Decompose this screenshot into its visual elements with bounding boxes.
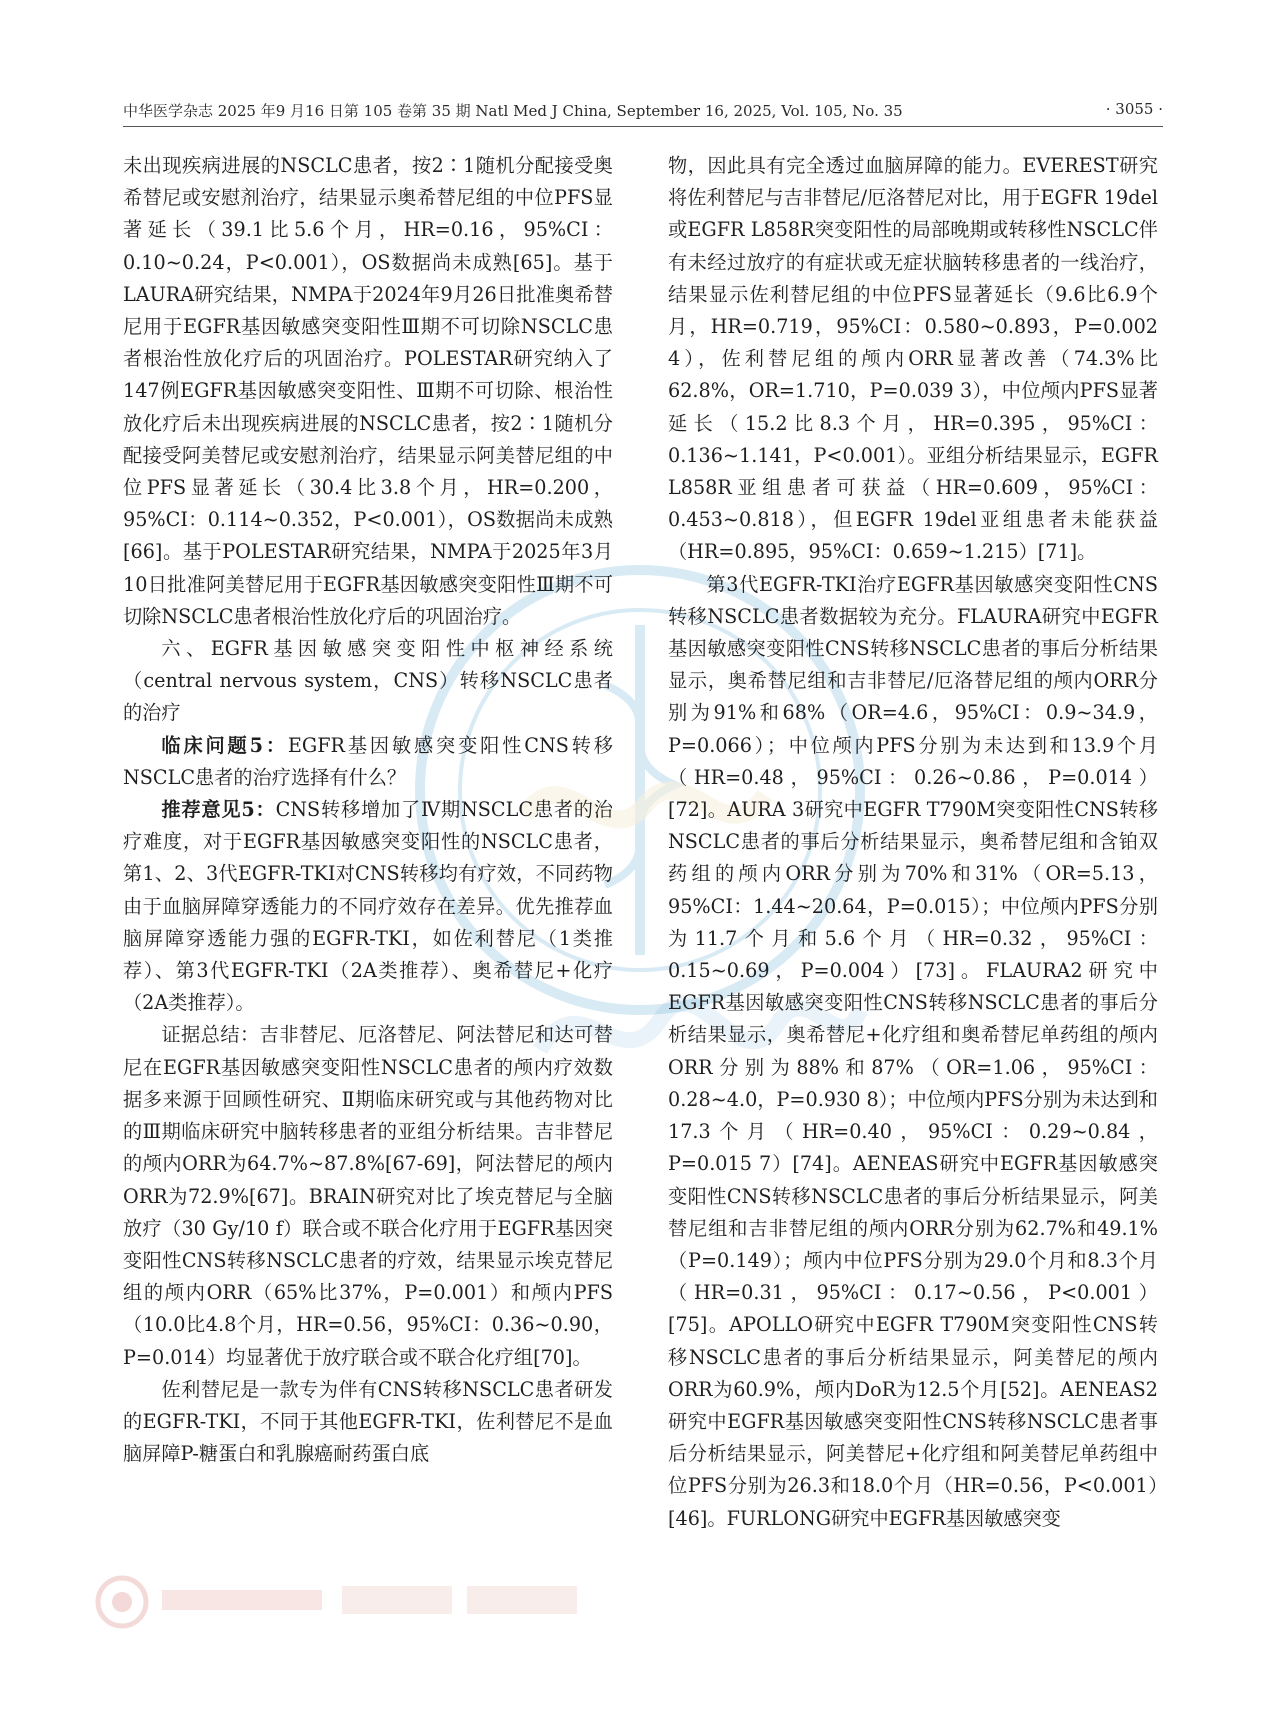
journal-citation: 中华医学杂志 2025 年9 月16 日第 105 卷第 35 期 Natl Med J China, September 16, 2025, Vol. 105, No. 35: [123, 102, 903, 120]
paragraph-evidence-summary: 证据总结：吉非替尼、厄洛替尼、阿法替尼和达可替尼在EGFR基因敏感突变阳性NSCLC患者的颅内疗效数据多来源于回顾性研究、Ⅱ期临床研究或与其他药物对比的Ⅲ期临床研究中脑转移患者的亚组分析结果。吉非替尼的颅内ORR为64.7%~87.8%[67-69]，阿法替尼的颅内ORR为72.9%[67]。BRAIN研究对比了埃克替尼与全脑放疗（30 Gy/10 f）联合或不联合化疗用于EGFR基因突变阳性CNS转移NSCLC患者的疗效，结果显示埃克替尼组的颅内ORR（65%比37%，P=0.001）和颅内PFS（10.0比4.8个月，HR=0.56，95%CI：0.36~0.90，P=0.014）均显著优于放疗联合或不联合化疗组[70]。: [123, 1023, 613, 1369]
page-number: · 3055 ·: [1105, 100, 1163, 118]
running-header: [123, 100, 1163, 126]
header-rule: [123, 126, 1163, 127]
clinical-question-text: EGFR基因敏感突变阳性CNS转移NSCLC患者的治疗选择有什么？: [123, 733, 613, 789]
publisher-logo: [92, 1572, 612, 1632]
recommendation-text: CNS转移增加了Ⅳ期NSCLC患者的治疗难度，对于EGFR基因敏感突变阳性的NSCLC患者，第1、2、3代EGFR-TKI对CNS转移均有疗效，不同药物由于血脑屏障穿透能力的不同疗效存在差异。优先推荐血脑屏障穿透能力强的EGFR-TKI，如佐利替尼（1类推荐）、第3代EGFR-TKI（2A类推荐）、奥希替尼+化疗（2A类推荐）。: [123, 798, 613, 1015]
right-column: [668, 150, 1158, 1535]
recommendation-label: 推荐意见5：: [161, 798, 276, 822]
clinical-question-label: 临床问题5：: [161, 733, 288, 757]
paragraph-third-gen-tki: 第3代EGFR-TKI治疗EGFR基因敏感突变阳性CNS转移NSCLC患者数据较为充分。FLAURA研究中EGFR基因敏感突变阳性CNS转移NSCLC患者的事后分析结果显示，奥希替尼组和吉非替尼/厄洛替尼组的颅内ORR分别为91%和68%（OR=4.6，95%CI：0.9~34.9，P=0.066）；中位颅内PFS分别为未达到和13.9个月（HR=0.48，95%CI：0.26~0.86，P=0.014）[72]。AURA 3研究中EGFR T790M突变阳性CNS转移NSCLC患者的事后分析结果显示，奥希替尼组和含铂双药组的颅内ORR分别为70%和31%（OR=5.13，95%CI：1.44~20.64，P=0.015）；中位颅内PFS分别为11.7个月和5.6个月（HR=0.32，95%CI：0.15~0.69，P=0.004）[73]。FLAURA2研究中EGFR基因敏感突变阳性CNS转移NSCLC患者的事后分析结果显示，奥希替尼+化疗组和奥希替尼单药组的颅内ORR分别为88%和87%（OR=1.06，95%CI：0.28~4.0，P=0.930 8）；中位颅内PFS分别为未达到和17.3个月（HR=0.40，95%CI：0.29~0.84，P=0.015 7）[74]。AENEAS研究中EGFR基因敏感突变阳性CNS转移NSCLC患者的事后分析结果显示，阿美替尼组和吉非替尼组的颅内ORR分别为62.7%和49.1%（P=0.149）；颅内中位PFS分别为29.0个月和8.3个月（HR=0.31，95%CI：0.17~0.56，P<0.001）[75]。APOLLO研究中EGFR T790M突变阳性CNS转移NSCLC患者的事后分析结果显示，阿美替尼的颅内ORR为60.9%，颅内DoR为12.5个月[52]。AENEAS2研究中EGFR基因敏感突变阳性CNS转移NSCLC患者事后分析结果显示，阿美替尼+化疗组和阿美替尼单药组中位PFS分别为26.3和18.0个月（HR=0.56，P<0.001）[46]。FURLONG研究中EGFR基因敏感突变: [668, 572, 1158, 1530]
paragraph-everest: 物，因此具有完全透过血脑屏障的能力。EVEREST研究将佐利替尼与吉非替尼/厄洛替尼对比，用于EGFR 19del或EGFR L858R突变阳性的局部晚期或转移性NSCLC伴有未经过放疗的有症状或无症状脑转移患者的一线治疗，结果显示佐利替尼组的中位PFS显著延长（9.6比6.9个月，HR=0.719，95%CI：0.580~0.893，P=0.002 4），佐利替尼组的颅内ORR显著改善（74.3%比62.8%，OR=1.710，P=0.039 3），中位颅内PFS显著延长（15.2比8.3个月，HR=0.395，95%CI：0.136~1.141，P<0.001）。亚组分析结果显示，EGFR L858R亚组患者可获益（HR=0.609，95%CI：0.453~0.818），但EGFR 19del亚组患者未能获益（HR=0.895，95%CI：0.659~1.215）[71]。: [668, 154, 1158, 564]
section-heading-cns: 六、EGFR基因敏感突变阳性中枢神经系统（central nervous system，CNS）转移NSCLC患者的治疗: [123, 637, 613, 725]
clinical-question: [123, 730, 613, 794]
recommendation: [123, 794, 613, 1019]
paragraph-laura-polestar: 未出现疾病进展的NSCLC患者，按2∶1随机分配接受奥希替尼或安慰剂治疗，结果显示奥希替尼组的中位PFS显著延长（39.1比5.6个月，HR=0.16，95%CI：0.10~0.24，P<0.001），OS数据尚未成熟[65]。基于LAURA研究结果，NMPA于2024年9月26日批准奥希替尼用于EGFR基因敏感突变阳性Ⅲ期不可切除NSCLC患者根治性放化疗后的巩固治疗。POLESTAR研究纳入了147例EGFR基因敏感突变阳性、Ⅲ期不可切除、根治性放化疗后未出现疾病进展的NSCLC患者，按2∶1随机分配接受阿美替尼或安慰剂治疗，结果显示阿美替尼组的中位PFS显著延长（30.4比3.8个月，HR=0.200，95%CI：0.114~0.352，P<0.001），OS数据尚未成熟[66]。基于POLESTAR研究结果，NMPA于2025年3月10日批准阿美替尼用于EGFR基因敏感突变阳性Ⅲ期不可切除NSCLC患者根治性放化疗后的巩固治疗。: [123, 154, 613, 628]
paragraph-zorifertinib: 佐利替尼是一款专为伴有CNS转移NSCLC患者研发的EGFR-TKI，不同于其他EGFR-TKI，佐利替尼不是血脑屏障P-糖蛋白和乳腺癌耐药蛋白底: [123, 1377, 613, 1466]
left-column: [123, 150, 613, 1470]
